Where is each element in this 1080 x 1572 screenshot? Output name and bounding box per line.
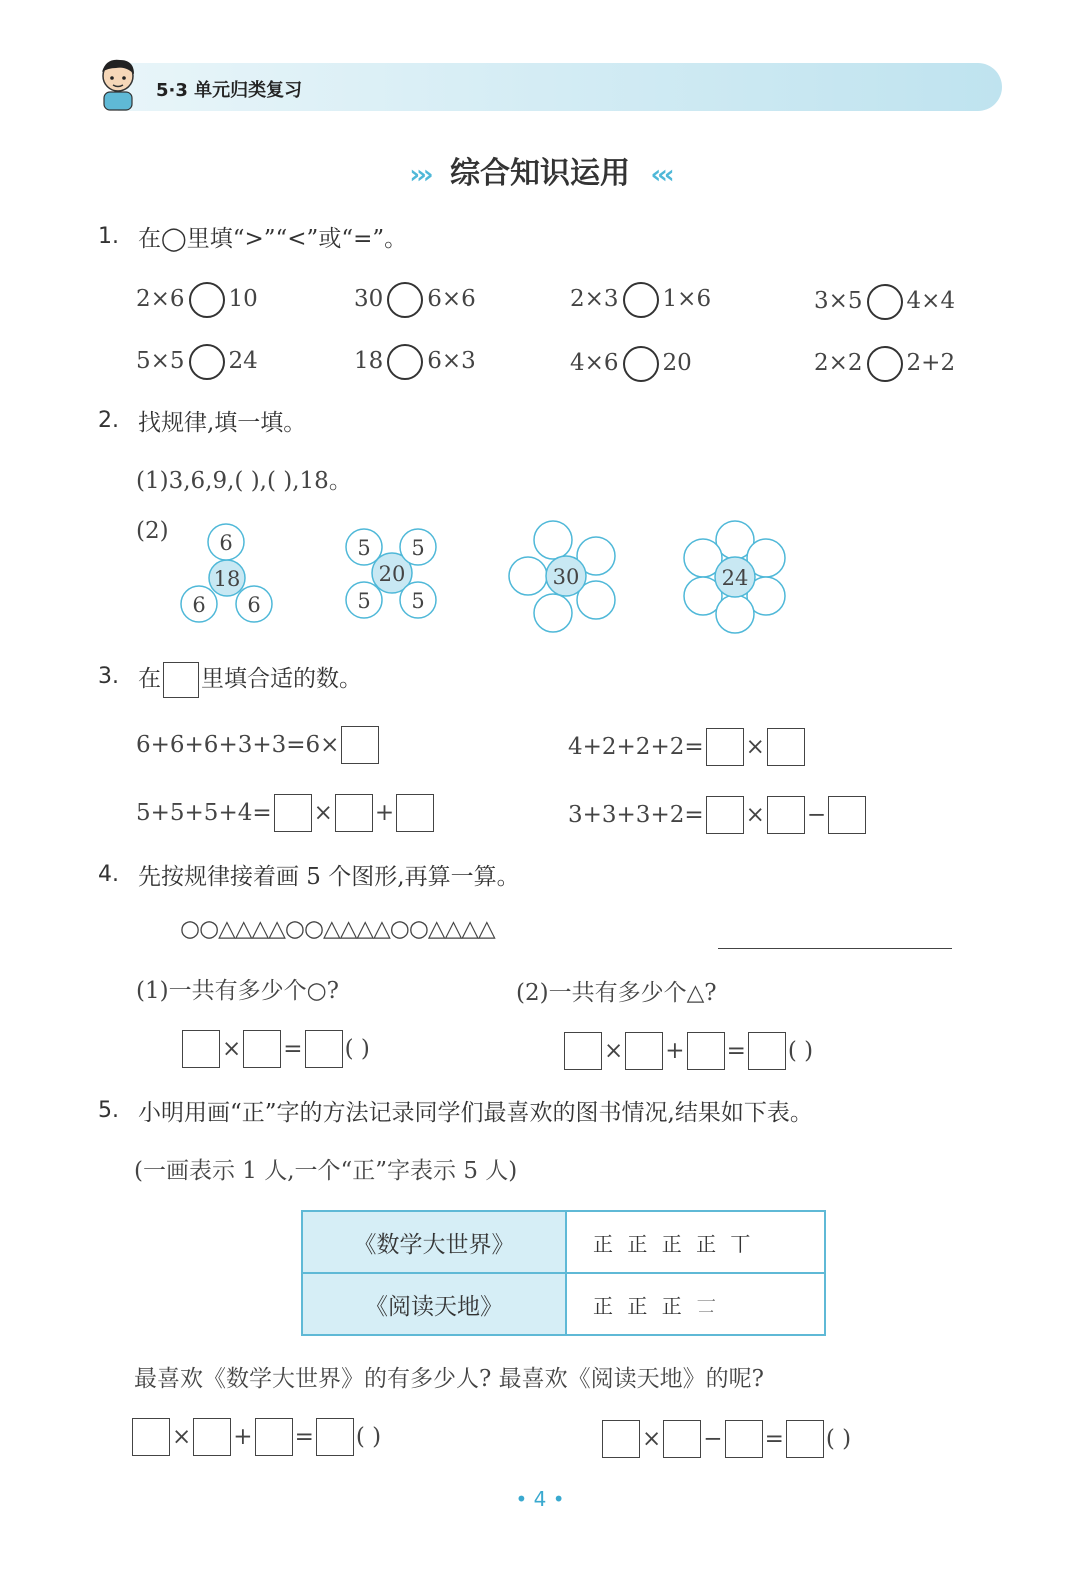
q1-item: 4×6 20 [570, 346, 692, 382]
compare-circle[interactable] [867, 346, 903, 382]
answer-box[interactable] [132, 1418, 170, 1456]
answer-box[interactable] [706, 728, 744, 766]
compare-circle[interactable] [623, 282, 659, 318]
answer-box[interactable] [255, 1418, 293, 1456]
q4-sub1: (1)一共有多少个○? [136, 978, 339, 1004]
answer-box[interactable] [243, 1030, 281, 1068]
header-title: 5·3 单元归类复习 [156, 80, 303, 101]
q4-eq2: × + = ( ) [562, 1032, 813, 1070]
compare-circle[interactable] [623, 346, 659, 382]
q4-text: 先按规律接着画 5 个图形,再算一算。 [138, 864, 520, 890]
tally-table [301, 1210, 826, 1336]
q5-text: 小明用画“正”字的方法记录同学们最喜欢的图书情况,结果如下表。 [138, 1100, 813, 1126]
q5-note: (一画表示 1 人,一个“正”字表示 5 人) [134, 1158, 518, 1184]
flower-1 [181, 524, 272, 622]
answer-box[interactable] [748, 1032, 786, 1070]
answer-box[interactable] [316, 1418, 354, 1456]
compare-circle[interactable] [387, 282, 423, 318]
q2-number: 2. [98, 408, 119, 433]
q1-item: 5×5 24 [136, 344, 258, 380]
answer-box[interactable] [341, 726, 379, 764]
answer-line[interactable] [718, 948, 952, 949]
flower-petal [509, 557, 547, 595]
chevron-right-icon: ››› [409, 160, 430, 190]
q3-eq3: 5+5+5+4= × + [136, 794, 436, 832]
answer-box[interactable] [193, 1418, 231, 1456]
q3-eq4: 3+3+3+2= × − [568, 796, 868, 834]
flower-diagrams [160, 510, 820, 640]
flower-petal-label: 5 [357, 589, 371, 613]
q1-item: 2×2 2+2 [814, 346, 955, 382]
q2-text: 找规律,填一填。 [138, 410, 307, 436]
flower-petal [716, 595, 754, 633]
compare-circle[interactable] [867, 284, 903, 320]
answer-box[interactable] [725, 1420, 763, 1458]
q4-sub2: (2)一共有多少个△? [516, 980, 717, 1006]
answer-box[interactable] [335, 794, 373, 832]
flower-petal-label: 6 [192, 593, 206, 617]
q5-eq1: × + = ( ) [130, 1418, 381, 1456]
answer-box[interactable] [786, 1420, 824, 1458]
q1-item: 30 6×6 [354, 282, 476, 318]
q3-text: 在 里填合适的数。 [138, 660, 362, 698]
table-row [302, 1273, 825, 1335]
flower-petal-label: 5 [411, 589, 425, 613]
flower-petal-label: 5 [357, 536, 371, 560]
answer-box[interactable] [706, 796, 744, 834]
mascot-icon [96, 56, 140, 112]
flower-4 [684, 521, 785, 633]
compare-circle[interactable] [189, 344, 225, 380]
q1-item: 18 6×3 [354, 344, 476, 380]
flower-petal-label: 6 [219, 531, 233, 555]
answer-box[interactable] [767, 796, 805, 834]
answer-box[interactable] [305, 1030, 343, 1068]
section-title-text: 综合知识运用 [450, 156, 630, 191]
answer-box [163, 662, 199, 698]
q2-part1: (1)3,6,9,( ),( ),18。 [136, 468, 352, 494]
table-row [302, 1211, 825, 1273]
q4-eq1: × = ( ) [180, 1030, 370, 1068]
flower-3 [509, 521, 615, 632]
book-name: 《数学大世界》 [302, 1211, 566, 1273]
chevron-left-icon: ‹‹‹ [650, 160, 671, 190]
q5-eq2: × − = ( ) [600, 1420, 851, 1458]
flower-petal [534, 594, 572, 632]
q3-eq2: 4+2+2+2= × [568, 728, 807, 766]
answer-box[interactable] [182, 1030, 220, 1068]
answer-box[interactable] [602, 1420, 640, 1458]
answer-box[interactable] [687, 1032, 725, 1070]
section-title [0, 148, 1080, 192]
answer-box[interactable] [828, 796, 866, 834]
q1-text: 在◯里填“>”“<”或“=”。 [138, 226, 408, 252]
tally-marks: 正 正 正 𠄟 [566, 1273, 825, 1335]
q1-item: 2×3 1×6 [570, 282, 711, 318]
answer-box[interactable] [274, 794, 312, 832]
compare-circle[interactable] [189, 282, 225, 318]
compare-circle[interactable] [387, 344, 423, 380]
flower-petal-label: 6 [247, 593, 261, 617]
answer-box[interactable] [564, 1032, 602, 1070]
flower-center-label: 18 [213, 567, 241, 591]
q1-item: 3×5 4×4 [814, 284, 955, 320]
q3-eq1: 6+6+6+3+3=6× [136, 726, 381, 764]
tally-marks: 正 正 正 正 丅 [566, 1211, 825, 1273]
page-number: • 4 • [515, 1487, 565, 1511]
flower-petal-label: 5 [411, 536, 425, 560]
flower-petal [534, 521, 572, 559]
flower-center-label: 24 [721, 566, 749, 590]
answer-box[interactable] [396, 794, 434, 832]
flower-center-label: 30 [552, 565, 580, 589]
answer-box[interactable] [767, 728, 805, 766]
flower-2 [346, 529, 436, 618]
answer-box[interactable] [625, 1032, 663, 1070]
q5-question: 最喜欢《数学大世界》的有多少人? 最喜欢《阅读天地》的呢? [134, 1366, 764, 1392]
q1-item: 2×6 10 [136, 282, 258, 318]
q4-number: 4. [98, 862, 119, 887]
answer-box[interactable] [663, 1420, 701, 1458]
q2-part2-label: (2) [136, 518, 169, 544]
q1-number: 1. [98, 224, 119, 249]
shape-sequence: ○○△△△△○○△△△△○○△△△△ [180, 916, 495, 942]
q5-number: 5. [98, 1098, 119, 1123]
book-name: 《阅读天地》 [302, 1273, 566, 1335]
flower-center-label: 20 [378, 562, 406, 586]
q3-number: 3. [98, 664, 119, 689]
